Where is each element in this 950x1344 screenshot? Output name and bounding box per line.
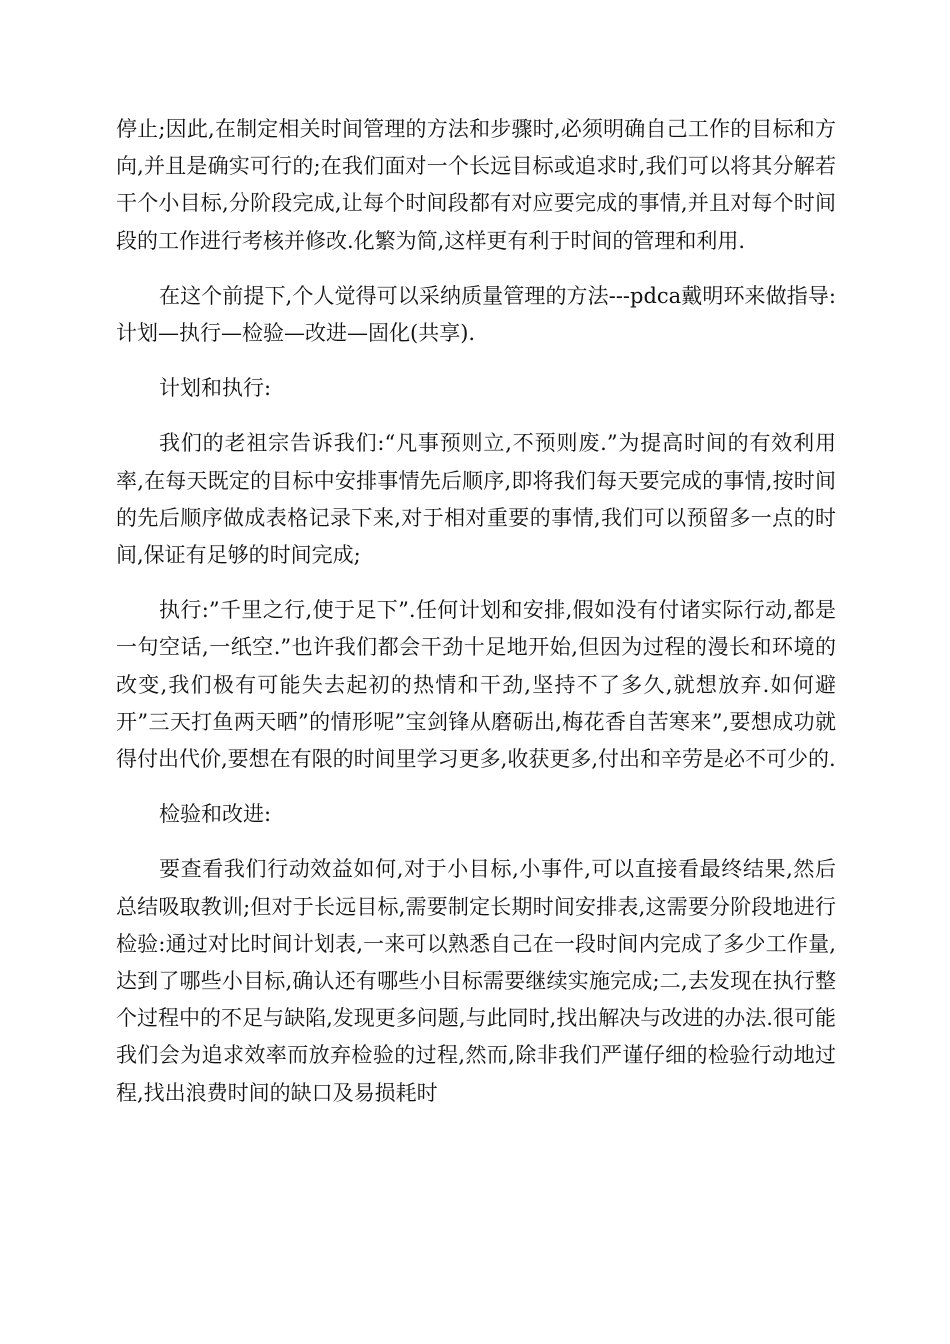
paragraph-pdca-intro: 在这个前提下,个人觉得可以采纳质量管理的方法---pdca戴明环来做指导:计划—执行—检验—改进—固化(共享). — [116, 283, 836, 346]
section-heading-check-improve: 检验和改进: — [159, 802, 272, 827]
paragraph-execute: 执行:”千里之行,使于足下”.任何计划和安排,假如没有付诸实际行动,都是一句空话,一纸空.”也许我们都会干劲十足地开始,但因为过程的漫长和环境的改变,我们极有可能失去起初的热情和干劲,坚持不了多久,就想放弃.如何避开”三天打鱼两天晒”的情形呢”宝剑锋从磨砺出,梅花香自苦寒来”,要想成功就得付出代价,要想在有限的时间里学习更多,收获更多,付出和辛劳是必不可少的. — [116, 598, 836, 772]
document-body — [116, 111, 836, 1130]
section-heading-plan-execute: 计划和执行: — [159, 376, 272, 401]
paragraph-check: 要查看我们行动效益如何,对于小目标,小事件,可以直接看最终结果,然后总结吸取教训;但对于长远目标,需要制定长期时间安排表,这需要分阶段地进行检验:通过对比时间计划表,一来可以熟悉自己在一段时间内完成了多少工作量,达到了哪些小目标,确认还有哪些小目标需要继续实施完成;二,去发现在执行整个过程中的不足与缺陷,发现更多问题,与此同时,找出解决与改进的办法.很可能我们会为追求效率而放弃检验的过程,然而,除非我们严谨仔细的检验行动地过程,找出浪费时间的缺口及易损耗时 — [116, 857, 836, 1105]
paragraph-plan: 我们的老祖宗告诉我们:“凡事预则立,不预则废.”为提高时间的有效利用率,在每天既定的目标中安排事情先后顺序,即将我们每天要完成的事情,按时间的先后顺序做成表格记录下来,对于相对重要的事情,我们可以预留多一点的时间,保证有足够的时间完成; — [116, 431, 836, 568]
paragraph-continuation: 停止;因此,在制定相关时间管理的方法和步骤时,必须明确自己工作的目标和方向,并且是确实可行的;在我们面对一个长远目标或追求时,我们可以将其分解若干个小目标,分阶段完成,让每个时间段都有对应要完成的事情,并且对每个时间段的工作进行考核并修改.化繁为简,这样更有利于时间的管理和利用. — [116, 117, 836, 253]
